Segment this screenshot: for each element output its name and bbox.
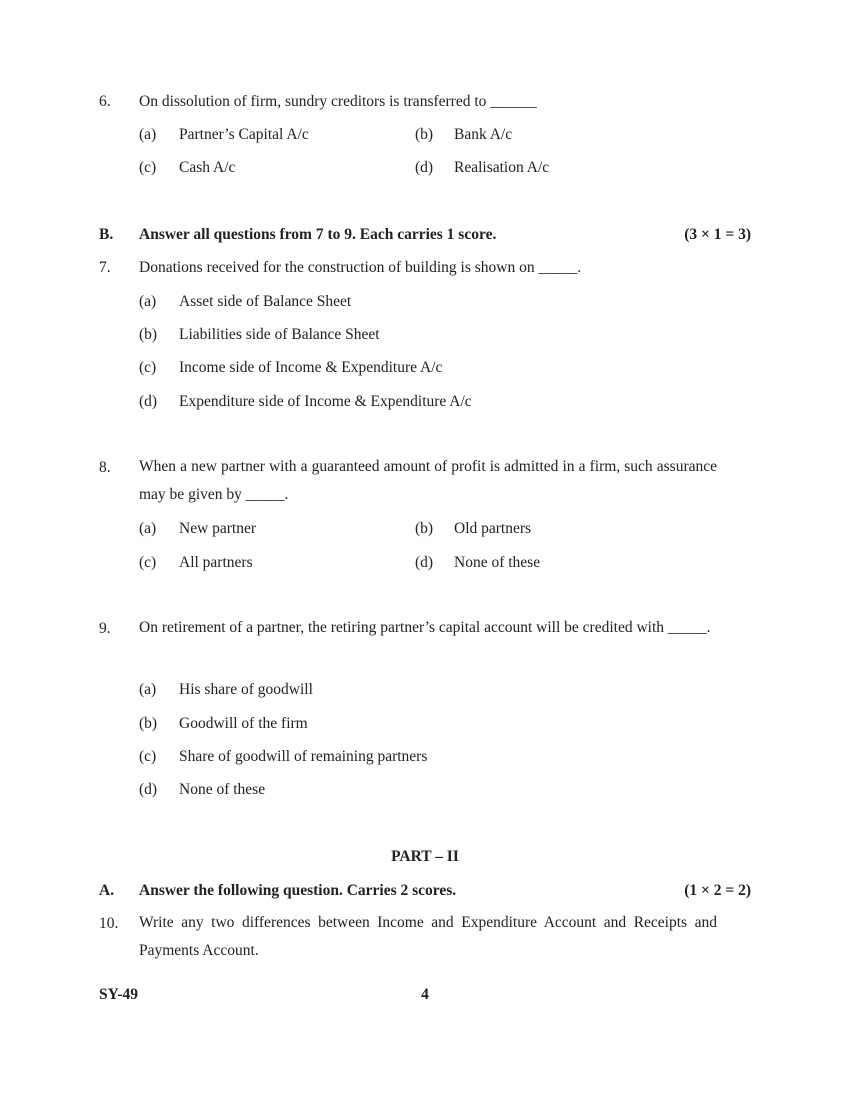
q7-option-b-text: Liabilities side of Balance Sheet <box>179 326 380 343</box>
q6-option-d-label: (d) <box>415 159 434 176</box>
q7-option-d-text: Expenditure side of Income & Expenditure A/c <box>179 393 472 410</box>
question-9-number: 9. <box>99 620 111 637</box>
q8-option-c-label: (c) <box>139 554 157 571</box>
question-6-number: 6. <box>99 93 111 110</box>
section-a-letter: A. <box>99 882 115 899</box>
q9-option-c-label: (c) <box>139 748 157 765</box>
q8-option-a-text: New partner <box>179 520 257 537</box>
q8-option-d-label: (d) <box>415 554 434 571</box>
q7-option-a-text: Asset side of Balance Sheet <box>179 293 352 310</box>
q8-option-a-label: (a) <box>139 520 157 537</box>
question-6-text: On dissolution of firm, sundry creditors is transferred to ______ <box>139 93 537 110</box>
q8-option-d-text: None of these <box>454 554 541 571</box>
question-8-number: 8. <box>99 459 111 476</box>
q8-option-c-text: All partners <box>179 554 253 571</box>
section-b-letter: B. <box>99 226 114 243</box>
q9-option-a-label: (a) <box>139 681 157 698</box>
q9-option-b-label: (b) <box>139 715 158 732</box>
question-9-text: On retirement of a partner, the retiring partner’s capital account will be credited with _____. <box>139 619 711 636</box>
q6-option-c-label: (c) <box>139 159 157 176</box>
q9-option-b-text: Goodwill of the firm <box>179 715 308 732</box>
q9-option-d-text: None of these <box>179 781 266 798</box>
q7-option-d-label: (d) <box>139 393 158 410</box>
section-a-marks: (1 × 2 = 2) <box>684 882 751 899</box>
q6-option-b-label: (b) <box>415 126 434 143</box>
question-10-number: 10. <box>99 915 119 932</box>
part-2-title: PART – II <box>391 848 459 865</box>
footer-page-number: 4 <box>421 986 429 1003</box>
q7-option-b-label: (b) <box>139 326 158 343</box>
q9-option-d-label: (d) <box>139 781 158 798</box>
q7-option-a-label: (a) <box>139 293 157 310</box>
q6-option-a-label: (a) <box>139 126 157 143</box>
q6-option-c-text: Cash A/c <box>179 159 236 176</box>
q7-option-c-label: (c) <box>139 359 157 376</box>
q8-option-b-text: Old partners <box>454 520 532 537</box>
q8-option-b-label: (b) <box>415 520 434 537</box>
q9-option-c-text: Share of goodwill of remaining partners <box>179 748 428 765</box>
section-b-marks: (3 × 1 = 3) <box>684 226 751 243</box>
question-8-text: When a new partner with a guaranteed amount of profit is admitted in a firm, such assurance may be given by _____. <box>139 458 717 503</box>
q6-option-d-text: Realisation A/c <box>454 159 550 176</box>
q7-option-c-text: Income side of Income & Expenditure A/c <box>179 359 443 376</box>
question-10-text: Write any two differences between Income and Expenditure Account and Receipts and Payments Account. <box>139 914 717 959</box>
question-7-number: 7. <box>99 259 111 276</box>
section-a-instruction: Answer the following question. Carries 2 scores. <box>139 882 457 899</box>
q6-option-b-text: Bank A/c <box>454 126 513 143</box>
question-7-text: Donations received for the construction of building is shown on _____. <box>139 259 582 276</box>
q6-option-a-text: Partner’s Capital A/c <box>179 126 309 143</box>
q9-option-a-text: His share of goodwill <box>179 681 313 698</box>
footer-paper-code: SY-49 <box>99 986 139 1003</box>
section-b-instruction: Answer all questions from 7 to 9. Each carries 1 score. <box>139 226 497 243</box>
